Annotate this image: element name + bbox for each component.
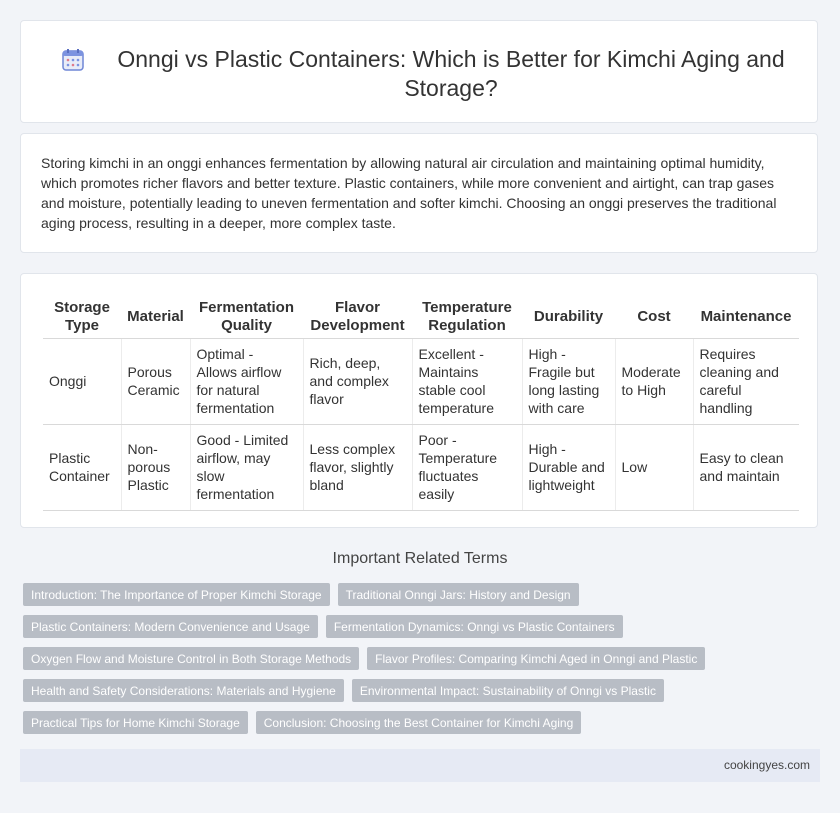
term-chip[interactable]: Conclusion: Choosing the Best Container for Kimchi Aging xyxy=(256,711,582,734)
table-header: Durability xyxy=(522,295,615,339)
term-chip[interactable]: Traditional Onngi Jars: History and Design xyxy=(338,583,579,606)
table-cell: Easy to clean and maintain xyxy=(693,425,799,511)
table-cell: Good - Limited airflow, may slow fermentation xyxy=(190,425,303,511)
table-cell: Porous Ceramic xyxy=(121,339,190,425)
table-row xyxy=(43,425,799,511)
table-header: Maintenance xyxy=(693,295,799,339)
term-chip[interactable]: Fermentation Dynamics: Onngi vs Plastic Containers xyxy=(326,615,623,638)
table-cell: Excellent - Maintains stable cool temperature xyxy=(412,339,522,425)
term-chip[interactable]: Health and Safety Considerations: Materials and Hygiene xyxy=(23,679,344,702)
table-header-row xyxy=(43,295,799,339)
term-row xyxy=(23,615,813,638)
intro-paragraph: Storing kimchi in an onggi enhances fermentation by allowing natural air circulation and maintaining optimal humidity, which promotes richer flavors and better texture. Plastic containers, while more convenient and airtight, can trap gases and moisture, potentially leading to uneven fermentation and softer kimchi. Choosing an onggi preserves the traditional aging process, resulting in a deeper, more complex taste. xyxy=(41,155,777,231)
table-header: Storage Type xyxy=(43,295,121,339)
table-header: Material xyxy=(121,295,190,339)
term-chip[interactable]: Practical Tips for Home Kimchi Storage xyxy=(23,711,248,734)
table-cell: Less complex flavor, slightly bland xyxy=(303,425,412,511)
related-terms-title: Important Related Terms xyxy=(332,550,508,567)
intro-card xyxy=(20,133,818,253)
table-header: Flavor Development xyxy=(303,295,412,339)
term-row xyxy=(23,679,813,702)
term-chip[interactable]: Flavor Profiles: Comparing Kimchi Aged in Onngi and Plastic xyxy=(367,647,705,670)
table-cell: High - Durable and lightweight xyxy=(522,425,615,511)
comparison-table xyxy=(43,295,799,511)
table-cell: Low xyxy=(615,425,693,511)
table-cell: High - Fragile but long lasting with care xyxy=(522,339,615,425)
term-row xyxy=(23,583,813,606)
table-header: Temperature Regulation xyxy=(412,295,522,339)
table-header: Fermentation Quality xyxy=(190,295,303,339)
header-card xyxy=(20,20,818,123)
table-cell: Moderate to High xyxy=(615,339,693,425)
term-chip[interactable]: Environmental Impact: Sustainability of Onngi vs Plastic xyxy=(352,679,664,702)
calendar-icon xyxy=(61,48,85,72)
table-cell: Non-porous Plastic xyxy=(121,425,190,511)
footer xyxy=(20,749,820,782)
page-title: Onngi vs Plastic Containers: Which is Better for Kimchi Aging and Storage? xyxy=(117,46,785,101)
comparison-table-card xyxy=(20,273,818,528)
table-cell: Onggi xyxy=(43,339,121,425)
term-row xyxy=(23,711,813,734)
table-header: Cost xyxy=(615,295,693,339)
table-row xyxy=(43,339,799,425)
term-chip[interactable]: Plastic Containers: Modern Convenience and Usage xyxy=(23,615,318,638)
term-chip[interactable]: Oxygen Flow and Moisture Control in Both Storage Methods xyxy=(23,647,359,670)
table-cell: Poor - Temperature fluctuates easily xyxy=(412,425,522,511)
table-cell: Optimal - Allows airflow for natural fermentation xyxy=(190,339,303,425)
table-cell: Requires cleaning and careful handling xyxy=(693,339,799,425)
related-terms-list xyxy=(23,583,813,743)
term-row xyxy=(23,647,813,670)
table-cell: Rich, deep, and complex flavor xyxy=(303,339,412,425)
term-chip[interactable]: Introduction: The Importance of Proper Kimchi Storage xyxy=(23,583,330,606)
footer-site-link[interactable]: cookingyes.com xyxy=(723,758,810,772)
table-cell: Plastic Container xyxy=(43,425,121,511)
